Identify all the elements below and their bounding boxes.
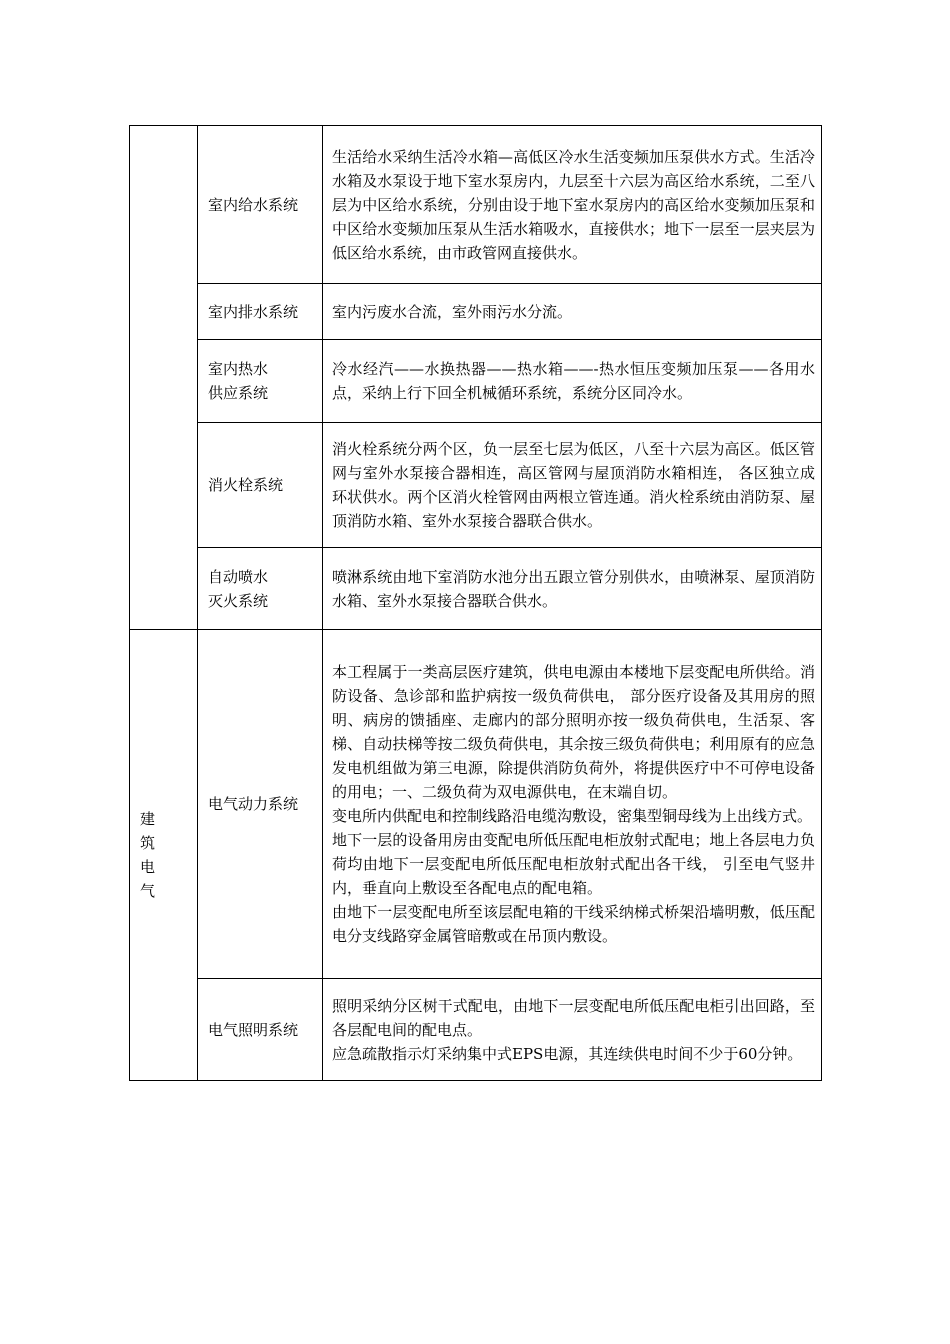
- system-description-cell: [323, 979, 822, 1081]
- system-description-cell: [323, 423, 822, 548]
- table-row: [130, 423, 822, 548]
- system-name: 电气动力系统: [208, 795, 299, 813]
- system-name-cell: [198, 284, 323, 340]
- system-description-cell: [323, 284, 822, 340]
- system-name: 室内排水系统: [208, 302, 299, 321]
- table-row: [130, 630, 822, 979]
- description-paragraph: 地下一层的设备用房由变配电所低压配电柜放射式配电；地上各层电力负荷均由地下一层变配电所低压配电柜放射式配出各干线， 引至电气竖井内，垂直向上敷设至各配电点的配电箱。: [332, 831, 815, 897]
- system-name-line: 室内热水: [208, 360, 269, 378]
- systems-table: [129, 125, 822, 1081]
- description-paragraph: 照明采纳分区树干式配电，由地下一层变配电所低压配电柜引出回路，至各层配电间的配电点。: [332, 996, 815, 1039]
- description-paragraph: 冷水经汽——水换热器——热水箱——-热水恒压变频加压泵——各用水点，采纳上行下回全机械循环系统，系统分区同冷水。: [332, 360, 815, 402]
- category-cell: [130, 630, 198, 1081]
- system-description-cell: [323, 340, 822, 423]
- table-row: [130, 979, 822, 1081]
- system-name-cell: [198, 979, 323, 1081]
- description-paragraph: 应急疏散指示灯采纳集中式EPS电源，其连续供电时间不少于60分钟。: [332, 1044, 803, 1063]
- system-name-cell: [198, 630, 323, 979]
- description-paragraph: 室内污废水合流，室外雨污水分流。: [332, 302, 573, 321]
- system-description-cell: [323, 630, 822, 979]
- system-name: 消火栓系统: [208, 476, 284, 494]
- category-label: 建筑电气: [140, 810, 156, 900]
- table-row: [130, 548, 822, 630]
- system-name-line: 供应系统: [208, 384, 269, 402]
- description-paragraph: 生活给水采纳生活冷水箱—高低区冷水生活变频加压泵供水方式。生活冷水箱及水泵设于地下室水泵房内，九层至十六层为高区给水系统，二至八层为中区给水系统，分别由设于地下室水泵房内的高区给水变频加压泵和中区给水变频加压泵从生活水箱吸水，直接供水；地下一层至一层夹层为低区给水系统，由市政管网直接供水。: [332, 147, 815, 262]
- description-paragraph: 喷淋系统由地下室消防水池分出五跟立管分别供水，由喷淋泵、屋顶消防水箱、室外水泵接合器联合供水。: [332, 567, 815, 610]
- description-paragraph: 本工程属于一类高层医疗建筑，供电电源由本楼地下层变配电所供给。消防设备、急诊部和监护病按一级负荷供电， 部分医疗设备及其用房的照明、病房的馈插座、走廊内的部分照明亦按一级负荷供电，生活泵、客梯、自动扶梯等按二级负荷供电，其余按三级负荷供电；利用原有的应急发电机组做为第三电源，除提供消防负荷外，将提供医疗中不可停电设备的用电；一、二级负荷为双电源供电，在末端自切。: [332, 663, 815, 801]
- system-name-cell: [198, 340, 323, 423]
- description-paragraph: 变电所内供配电和控制线路沿电缆沟敷设，密集型铜母线为上出线方式。: [332, 807, 813, 825]
- category-cell-empty: [130, 126, 198, 630]
- description-paragraph: 消火栓系统分两个区，负一层至七层为低区，八至十六层为高区。低区管网与室外水泵接合器相连，高区管网与屋顶消防水箱相连， 各区独立成环状供水。两个区消火栓管网由两根立管连通。消火栓系统由消防泵、屋顶消防水箱、室外水泵接合器联合供水。: [332, 440, 815, 530]
- system-name: 室内给水系统: [208, 195, 299, 214]
- table-row: [130, 126, 822, 284]
- system-name-line: 灭火系统: [208, 591, 269, 610]
- system-name-cell: [198, 126, 323, 284]
- system-name: 电气照明系统: [208, 1020, 299, 1039]
- system-description-cell: [323, 548, 822, 630]
- system-description-cell: [323, 126, 822, 284]
- table-row: [130, 340, 822, 423]
- system-name-line: 自动喷水: [208, 567, 269, 586]
- table-row: [130, 284, 822, 340]
- system-name-cell: [198, 548, 323, 630]
- description-paragraph: 由地下一层变配电所至该层配电箱的干线采纳梯式桥架沿墙明敷，低压配电分支线路穿金属管暗敷或在吊顶内敷设。: [332, 903, 815, 945]
- system-name-cell: [198, 423, 323, 548]
